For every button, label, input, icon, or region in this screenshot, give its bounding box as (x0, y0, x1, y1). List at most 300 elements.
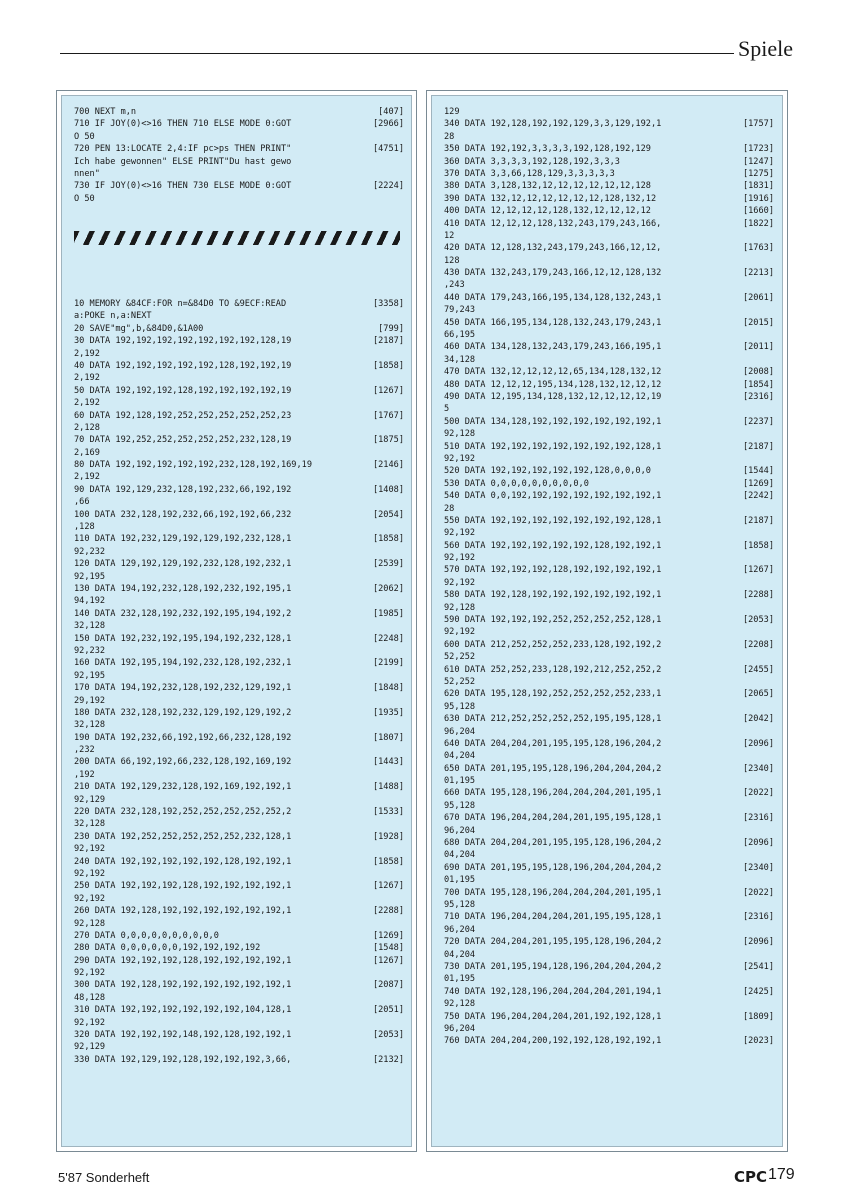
code-text: 92,129 (74, 1042, 106, 1053)
code-line (74, 521, 404, 533)
code-line (444, 986, 774, 998)
code-text: 230 DATA 192,252,252,252,252,252,232,128,1 (74, 831, 292, 842)
code-text: 34,128 (444, 354, 476, 365)
code-text: 01,195 (444, 974, 476, 985)
separator-stripe (74, 231, 400, 245)
code-text: 04,204 (444, 850, 476, 861)
code-text: 600 DATA 212,252,252,252,233,128,192,192,2 (444, 639, 662, 650)
checksum: [2096] (742, 937, 774, 948)
checksum: [1660] (742, 206, 774, 217)
code-text: 01,195 (444, 875, 476, 886)
code-line (444, 416, 774, 428)
checksum: [2199] (372, 658, 404, 669)
code-text: 630 DATA 212,252,252,252,252,195,195,128,1 (444, 714, 662, 725)
code-line (444, 403, 774, 415)
code-line (74, 1041, 404, 1053)
checksum: [2966] (372, 119, 404, 130)
code-line (444, 428, 774, 440)
code-line (74, 583, 404, 595)
code-line (444, 738, 774, 750)
code-text: 28 (444, 131, 455, 142)
code-line (444, 242, 774, 254)
code-text: 92,129 (74, 794, 106, 805)
code-text: 170 DATA 194,192,232,128,192,232,129,192,1 (74, 683, 292, 694)
code-line (444, 564, 774, 576)
code-text: 620 DATA 195,128,192,252,252,252,252,233,1 (444, 689, 662, 700)
checksum: [1858] (372, 360, 404, 371)
code-text: 200 DATA 66,192,192,66,232,128,192,169,192 (74, 757, 292, 768)
code-line (74, 471, 404, 483)
code-line (444, 949, 774, 961)
code-line (74, 818, 404, 830)
code-line (74, 756, 404, 768)
code-line (444, 887, 774, 899)
code-text: 330 DATA 192,129,192,128,192,192,192,3,66, (74, 1054, 292, 1065)
code-line (74, 496, 404, 508)
code-line (444, 750, 774, 762)
code-text: 400 DATA 12,12,12,12,128,132,12,12,12,12 (444, 206, 651, 217)
code-line (74, 595, 404, 607)
code-line (444, 391, 774, 403)
checksum: [2087] (372, 980, 404, 991)
checksum: [1275] (742, 168, 774, 179)
code-text: 580 DATA 192,128,192,192,192,192,192,192,1 (444, 590, 662, 601)
code-line (444, 688, 774, 700)
code-line (444, 441, 774, 453)
code-line (444, 614, 774, 626)
checksum: [2187] (742, 441, 774, 452)
code-line (444, 230, 774, 242)
code-text: 650 DATA 201,195,195,128,196,204,204,204,2 (444, 763, 662, 774)
code-text: ,128 (74, 522, 95, 533)
code-text: 92,192 (444, 453, 476, 464)
code-line (74, 348, 404, 360)
code-line (74, 1029, 404, 1041)
code-text: 460 DATA 134,128,132,243,179,243,166,195,1 (444, 342, 662, 353)
code-text: 740 DATA 192,128,196,204,204,204,201,194,1 (444, 986, 662, 997)
code-line (444, 552, 774, 564)
code-text: 100 DATA 232,128,192,232,66,192,192,66,232 (74, 509, 292, 520)
code-text: 66,195 (444, 330, 476, 341)
code-text: 750 DATA 196,204,204,204,201,192,192,128,1 (444, 1011, 662, 1022)
checksum: [1858] (372, 534, 404, 545)
code-text: 129 (444, 107, 460, 117)
code-line (74, 967, 404, 979)
code-text: 130 DATA 194,192,232,128,192,232,192,195,1 (74, 583, 292, 594)
issue-label: 5'87 Sonderheft (58, 1170, 150, 1185)
code-line (444, 837, 774, 849)
code-line (74, 769, 404, 781)
code-line (74, 335, 404, 347)
code-text: 92,192 (444, 553, 476, 564)
code-text: 280 DATA 0,0,0,0,0,0,192,192,192,192 (74, 943, 261, 954)
checksum: [1916] (742, 193, 774, 204)
code-text: 92,232 (74, 645, 106, 656)
code-line (74, 131, 404, 143)
code-text: 220 DATA 232,128,192,252,252,252,252,252,2 (74, 807, 292, 818)
code-text: 420 DATA 12,128,132,243,179,243,166,12,12, (444, 243, 662, 254)
code-line (74, 410, 404, 422)
code-line (444, 304, 774, 316)
code-line (444, 118, 774, 130)
code-line (444, 812, 774, 824)
code-line (74, 942, 404, 954)
code-text: 20 SAVE"mg",b,&84D0,&1A00 (74, 323, 204, 334)
checksum: [1757] (742, 119, 774, 130)
checksum: [2022] (742, 887, 774, 898)
code-line (74, 193, 404, 205)
listing-panel-left (61, 95, 412, 1147)
listing-block-bottom (74, 298, 404, 1066)
code-text: O 50 (74, 193, 95, 204)
listing-column-left (56, 90, 417, 1152)
checksum: [4751] (372, 144, 404, 155)
code-text: 610 DATA 252,252,233,128,192,212,252,252,2 (444, 664, 662, 675)
checksum: [1408] (372, 484, 404, 495)
checksum: [2541] (742, 961, 774, 972)
code-text: 96,204 (444, 924, 476, 935)
checksum: [1533] (372, 807, 404, 818)
code-text: 320 DATA 192,192,192,148,192,128,192,192,1 (74, 1030, 292, 1041)
code-line (74, 781, 404, 793)
checksum: [2208] (742, 639, 774, 650)
code-text: 730 DATA 201,195,194,128,196,204,204,204,2 (444, 961, 662, 972)
code-line (444, 787, 774, 799)
code-text: 92,192 (74, 844, 106, 855)
code-text: 140 DATA 232,128,192,232,192,195,194,192,2 (74, 608, 292, 619)
code-text: 60 DATA 192,128,192,252,252,252,252,252,23 (74, 410, 292, 421)
code-line (444, 131, 774, 143)
checksum: [799] (378, 323, 404, 334)
code-line (74, 533, 404, 545)
checksum: [2061] (742, 292, 774, 303)
code-line (74, 979, 404, 991)
checksum: [1858] (372, 856, 404, 867)
code-text: 12 (444, 230, 455, 241)
code-line (444, 998, 774, 1010)
code-text: 640 DATA 204,204,201,195,195,128,196,204,2 (444, 738, 662, 749)
code-text: 260 DATA 192,128,192,192,192,192,192,192,1 (74, 906, 292, 917)
code-line (74, 422, 404, 434)
code-text: 350 DATA 192,192,3,3,3,3,192,128,192,129 (444, 144, 651, 155)
checksum: [2065] (742, 689, 774, 700)
code-line (444, 465, 774, 477)
code-line (74, 794, 404, 806)
checksum: [2340] (742, 763, 774, 774)
code-line (74, 620, 404, 632)
code-text: 96,204 (444, 825, 476, 836)
code-line (444, 354, 774, 366)
code-line (74, 168, 404, 180)
checksum: [1269] (372, 930, 404, 941)
checksum: [2248] (372, 633, 404, 644)
code-line (74, 397, 404, 409)
code-text: 52,252 (444, 676, 476, 687)
code-text: 92,192 (74, 968, 106, 979)
code-line (444, 527, 774, 539)
code-line (444, 713, 774, 725)
checksum: [1985] (372, 608, 404, 619)
code-text: O 50 (74, 131, 95, 142)
code-line (444, 503, 774, 515)
code-text: 430 DATA 132,243,179,243,166,12,12,128,132 (444, 268, 662, 279)
code-line (444, 267, 774, 279)
checksum: [2187] (742, 515, 774, 526)
code-text: 92,192 (74, 893, 106, 904)
code-line (74, 156, 404, 168)
code-line (74, 372, 404, 384)
code-line (444, 961, 774, 973)
code-text: 28 (444, 503, 455, 514)
page-number: 179 (768, 1166, 795, 1183)
code-line (444, 540, 774, 552)
code-line (444, 651, 774, 663)
code-line (74, 905, 404, 917)
checksum: [1831] (742, 181, 774, 192)
code-line (74, 360, 404, 372)
code-text: 2,192 (74, 348, 100, 359)
checksum: [2015] (742, 317, 774, 328)
code-text: 120 DATA 129,192,129,192,232,128,192,232,1 (74, 559, 292, 570)
code-text: 50 DATA 192,192,192,128,192,192,192,192,19 (74, 385, 292, 396)
code-line (74, 118, 404, 130)
code-text: 92,128 (444, 999, 476, 1010)
checksum: [1269] (742, 478, 774, 489)
code-line (74, 670, 404, 682)
checksum: [2008] (742, 367, 774, 378)
code-text: 04,204 (444, 751, 476, 762)
code-text: ,192 (74, 769, 95, 780)
code-text: 730 IF JOY(0)<>16 THEN 730 ELSE MODE 0:GOT (74, 181, 292, 192)
code-text: 310 DATA 192,192,192,192,192,192,104,128,1 (74, 1005, 292, 1016)
code-text: a:POKE n,a:NEXT (74, 311, 152, 322)
checksum: [2053] (372, 1030, 404, 1041)
code-text: 95,128 (444, 800, 476, 811)
code-text: 710 IF JOY(0)<>16 THEN 710 ELSE MODE 0:GOT (74, 119, 292, 130)
checksum: [2237] (742, 416, 774, 427)
code-text: 92,128 (444, 429, 476, 440)
code-line (74, 180, 404, 192)
code-line (74, 509, 404, 521)
checksum: [2132] (372, 1054, 404, 1065)
code-line (74, 856, 404, 868)
code-text: 92,128 (444, 602, 476, 613)
code-line (444, 825, 774, 837)
checksum: [2242] (742, 491, 774, 502)
checksum: [1488] (372, 782, 404, 793)
code-text: 95,128 (444, 701, 476, 712)
code-line (444, 255, 774, 267)
code-line (444, 453, 774, 465)
code-text: 670 DATA 196,204,204,204,201,195,195,128,1 (444, 813, 662, 824)
code-text: 210 DATA 192,129,232,128,192,169,192,192,1 (74, 782, 292, 793)
checksum: [1544] (742, 466, 774, 477)
code-text: 660 DATA 195,128,196,204,204,204,201,195,1 (444, 788, 662, 799)
code-text: 10 MEMORY &84CF:FOR n=&84D0 TO &9ECF:READ (74, 299, 287, 309)
code-line (444, 106, 774, 118)
code-text: ,243 (444, 280, 465, 291)
code-text: 690 DATA 201,195,195,128,196,204,204,204,2 (444, 862, 662, 873)
code-line (74, 955, 404, 967)
code-line (444, 205, 774, 217)
code-text: ,232 (74, 745, 95, 756)
code-line (444, 168, 774, 180)
code-text: 92,192 (74, 868, 106, 879)
code-line (74, 831, 404, 843)
listing-block-top (74, 106, 404, 205)
checksum: [1767] (372, 410, 404, 421)
code-line (444, 936, 774, 948)
code-text: 490 DATA 12,195,134,128,132,12,12,12,12,19 (444, 391, 662, 402)
code-text: 29,192 (74, 695, 106, 706)
code-text: 80 DATA 192,192,192,192,192,232,128,192,169,19 (74, 460, 312, 471)
code-line (444, 602, 774, 614)
code-text: 30 DATA 192,192,192,192,192,192,192,128,19 (74, 336, 292, 347)
code-line (74, 707, 404, 719)
checksum: [1443] (372, 757, 404, 768)
code-line (74, 918, 404, 930)
checksum: [2224] (372, 181, 404, 192)
code-line (444, 899, 774, 911)
code-text: 160 DATA 192,195,194,192,232,128,192,232,1 (74, 658, 292, 669)
code-text: 92,195 (74, 670, 106, 681)
code-line (74, 310, 404, 322)
code-text: 590 DATA 192,192,192,252,252,252,252,128,1 (444, 615, 662, 626)
section-title: Spiele (738, 36, 793, 61)
code-line (444, 341, 774, 353)
code-text: 700 DATA 195,128,196,204,204,204,201,195,1 (444, 887, 662, 898)
code-line (74, 1004, 404, 1016)
checksum: [1267] (742, 565, 774, 576)
code-line (444, 763, 774, 775)
magazine-logo: CPC (734, 1168, 768, 1186)
code-text: 2,192 (74, 398, 100, 409)
listing-block-right (444, 106, 774, 1048)
code-text: 720 PEN 13:LOCATE 2,4:IF pc>ps THEN PRINT" (74, 144, 292, 155)
code-line (74, 434, 404, 446)
code-text: 92,192 (444, 528, 476, 539)
code-line (444, 490, 774, 502)
code-text: 500 DATA 134,128,192,192,192,192,192,192,1 (444, 416, 662, 427)
code-line (74, 657, 404, 669)
code-text: 380 DATA 3,128,132,12,12,12,12,12,12,128 (444, 181, 651, 192)
checksum: [407] (378, 107, 404, 117)
checksum: [1247] (742, 156, 774, 167)
code-line (444, 218, 774, 230)
checksum: [2213] (742, 268, 774, 279)
code-text: 720 DATA 204,204,201,195,195,128,196,204,2 (444, 937, 662, 948)
code-text: 32,128 (74, 621, 106, 632)
code-line (74, 608, 404, 620)
code-line (74, 732, 404, 744)
code-line (74, 992, 404, 1004)
checksum: [1928] (372, 831, 404, 842)
code-line (74, 447, 404, 459)
code-line (444, 639, 774, 651)
code-text: 520 DATA 192,192,192,192,192,128,0,0,0,0 (444, 466, 651, 477)
checksum: [1267] (372, 881, 404, 892)
code-line (74, 843, 404, 855)
code-text: ,66 (74, 497, 90, 508)
checksum: [2539] (372, 559, 404, 570)
checksum: [2096] (742, 838, 774, 849)
code-text: 110 DATA 192,232,129,192,129,192,232,128,1 (74, 534, 292, 545)
checksum: [1854] (742, 379, 774, 390)
code-text: 92,128 (74, 918, 106, 929)
header-rule (60, 53, 734, 54)
checksum: [1763] (742, 243, 774, 254)
code-text: 270 DATA 0,0,0,0,0,0,0,0,0,0 (74, 930, 219, 941)
code-line (444, 379, 774, 391)
code-line (444, 862, 774, 874)
checksum: [2316] (742, 391, 774, 402)
checksum: [1875] (372, 435, 404, 446)
code-line (444, 775, 774, 787)
code-line (74, 323, 404, 335)
checksum: [1267] (372, 385, 404, 396)
code-text: Ich habe gewonnen" ELSE PRINT"Du hast gewo (74, 156, 292, 167)
checksum: [2425] (742, 986, 774, 997)
code-line (444, 800, 774, 812)
code-text: 340 DATA 192,128,192,192,129,3,3,129,192,1 (444, 119, 662, 130)
code-line (444, 193, 774, 205)
checksum: [2146] (372, 460, 404, 471)
code-text: 32,128 (74, 819, 106, 830)
code-text: 510 DATA 192,192,192,192,192,192,192,128,1 (444, 441, 662, 452)
checksum: [1267] (372, 955, 404, 966)
code-line (444, 911, 774, 923)
checksum: [2096] (742, 738, 774, 749)
code-line (74, 695, 404, 707)
code-text: 40 DATA 192,192,192,192,192,128,192,192,19 (74, 360, 292, 371)
checksum: [3358] (372, 299, 404, 309)
code-line (74, 930, 404, 942)
code-line (74, 682, 404, 694)
checksum: [2455] (742, 664, 774, 675)
code-text: 48,128 (74, 992, 106, 1003)
code-text: 560 DATA 192,192,192,192,192,128,192,192,1 (444, 540, 662, 551)
code-text: 250 DATA 192,192,192,128,192,192,192,192,1 (74, 881, 292, 892)
code-line (74, 143, 404, 155)
code-text: 92,232 (74, 546, 106, 557)
checksum: [2288] (372, 906, 404, 917)
code-line (74, 893, 404, 905)
code-text: 180 DATA 232,128,192,232,129,192,129,192,2 (74, 707, 292, 718)
checksum: [1723] (742, 144, 774, 155)
checksum: [2340] (742, 862, 774, 873)
code-line (74, 880, 404, 892)
code-line (74, 719, 404, 731)
code-text: 96,204 (444, 1023, 476, 1034)
code-text: 32,128 (74, 720, 106, 731)
code-text: 470 DATA 132,12,12,12,12,65,134,128,132,12 (444, 367, 662, 378)
code-line (74, 106, 404, 118)
code-text: 01,195 (444, 776, 476, 787)
code-text: 370 DATA 3,3,66,128,129,3,3,3,3,3 (444, 168, 615, 179)
code-line (444, 676, 774, 688)
code-text: 700 NEXT m,n (74, 107, 137, 117)
code-line (444, 973, 774, 985)
checksum: [1858] (742, 540, 774, 551)
code-text: 92,192 (444, 627, 476, 638)
code-line (444, 924, 774, 936)
code-line (444, 143, 774, 155)
code-text: 540 DATA 0,0,192,192,192,192,192,192,192,1 (444, 491, 662, 502)
code-line (74, 571, 404, 583)
listing-panel-right (431, 95, 783, 1147)
code-text: 760 DATA 204,204,200,192,192,128,192,192,1 (444, 1036, 662, 1047)
code-text: 2,128 (74, 422, 100, 433)
